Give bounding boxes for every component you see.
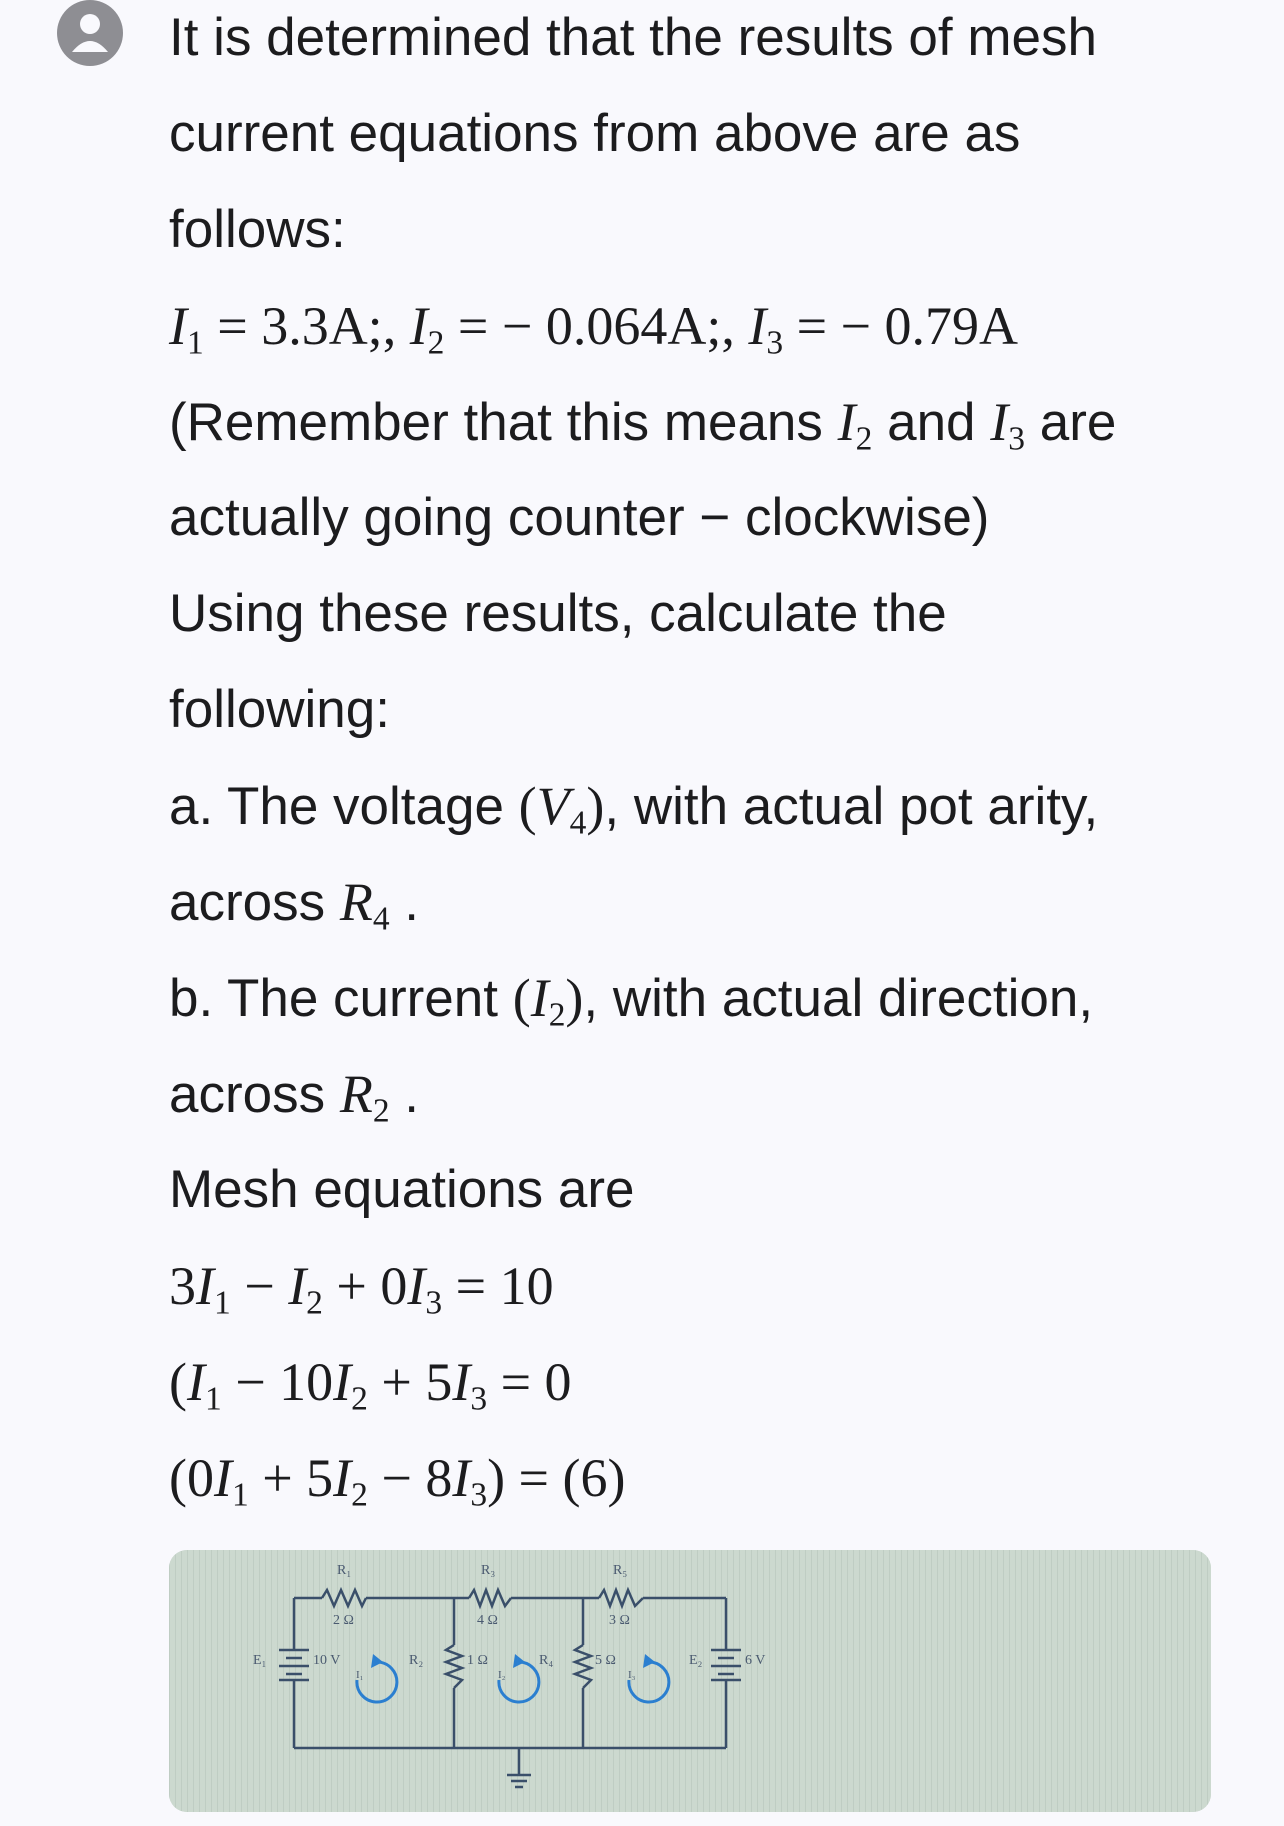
i1-value: 3.3A; [261,296,383,356]
r2-label: R₂ [409,1653,424,1668]
remember-line-2 [169,470,1229,566]
part-a-line-1: a. The voltage $(V_4)$, with actual pot arity, [169,776,1099,842]
eq1-rhs: 10 [499,1256,554,1316]
mesh-heading [169,1142,1229,1238]
intro-line-2 [169,86,1229,182]
intro-line-3 [169,182,1229,278]
part-a-across: across [169,873,326,932]
question-text [169,0,1229,1536]
remember-text-c: are [1039,393,1117,452]
part-a-prefix: a. The voltage [169,777,504,836]
r1-value: 2 Ω [333,1613,354,1628]
eq2-rhs: 0 [544,1352,572,1412]
using-text-2: following: [169,680,390,739]
remember-line-1: (Remember that this means $I_2$ and $I_3$ are [169,392,1117,458]
r1-label: R₁ [337,1563,352,1578]
i3-value: − 0.79A [840,296,1018,356]
r4-label: R₄ [539,1653,554,1668]
mesh3-label: I₃ [628,1669,636,1681]
mesh-equation-1: $3I_1 - I_2 + 0I_3 = 10$ [169,1256,554,1322]
part-b-line-1: b. The current $(I_2)$, with actual direction, [169,968,1094,1034]
intro-text-2: current equations from above are as [169,104,1021,163]
e2-value: 6 V [745,1653,766,1668]
mesh1-label: I₁ [356,1669,364,1681]
eq3-rhs: (6) [562,1448,626,1508]
e2-label: E₂ [689,1653,703,1668]
part-a-suffix: , with actual pot arity, [604,777,1099,836]
part-b-suffix: , with actual direction, [583,969,1094,1028]
circuit-diagram [169,1550,1211,1812]
r4-value: 5 Ω [595,1653,616,1668]
results-equation: $I_1 = 3.3A$;, $I_2$ = − 0.064A;, $I_3$ = − 0.79A [169,296,1018,362]
r5-label: R₅ [613,1563,628,1578]
part-b-across: across [169,1065,326,1124]
e1-value: 10 V [313,1653,341,1668]
using-line-2 [169,662,1229,758]
remember-text-b: and [887,393,976,452]
remember-text-a: (Remember that this means [169,393,838,452]
intro-text-3: follows: [169,200,346,259]
mesh-equation-2: ($I_1 - 10I_2 + 5I_3 = 0$ [169,1352,572,1418]
mesh2-label: I₂ [498,1669,506,1681]
user-icon [54,0,126,66]
intro-line-1 [169,0,1229,86]
e1-label: E₁ [253,1653,267,1668]
part-b-prefix: b. The current [169,969,498,1028]
mesh-heading-text: Mesh equations are [169,1160,635,1219]
remember-text-2: actually going counter − clockwise) [169,488,990,547]
mesh-equation-3: $(0I_1 + 5I_2 - 8I_3) = (6)$ [169,1448,626,1514]
r3-value: 4 Ω [477,1613,498,1628]
avatar [54,0,126,66]
using-text-1: Using these results, calculate the [169,584,947,643]
using-line-1 [169,566,1229,662]
part-a-line-2: across $R_4$ . [169,872,420,938]
circuit-diagram-image [169,1550,1211,1812]
r2-value: 1 Ω [467,1653,488,1668]
r5-value: 3 Ω [609,1613,630,1628]
intro-text-1: It is determined that the results of mesh [169,8,1097,67]
r3-label: R₃ [481,1563,496,1578]
i2-value: − 0.064A; [501,296,722,356]
part-b-line-2: across $R_2$ . [169,1064,420,1130]
